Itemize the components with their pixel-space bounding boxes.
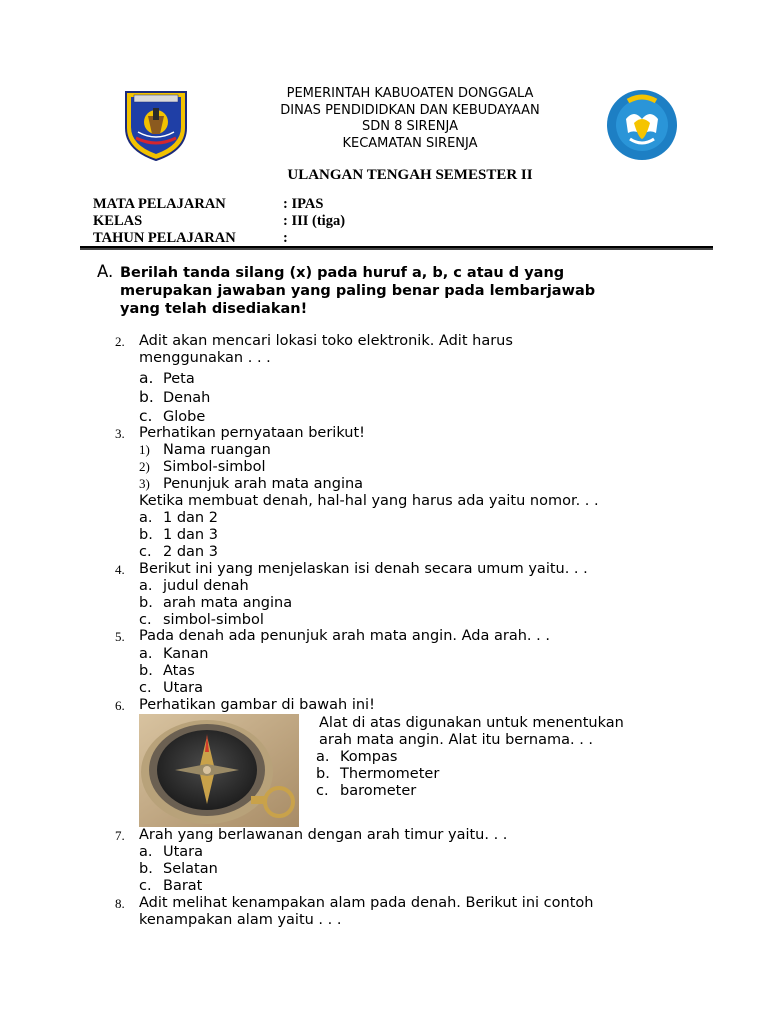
question-text: arah mata angin. Alat itu bernama. . . — [319, 732, 594, 748]
statement-item — [139, 476, 363, 492]
info-subject — [93, 196, 323, 213]
statement-item — [139, 442, 271, 458]
answer-option — [139, 407, 205, 425]
option-text: arah mata angina — [163, 595, 293, 611]
question-text: Perhatikan gambar di bawah ini! — [139, 697, 375, 713]
option-text: Globe — [163, 409, 206, 425]
item-text: Penunjuk arah mata angina — [163, 476, 364, 492]
answer-option — [316, 766, 439, 782]
statement-item — [139, 459, 266, 475]
option-letter: a. — [139, 844, 153, 860]
section-letter: A. — [97, 262, 114, 281]
answer-option — [139, 663, 195, 679]
option-text: Utara — [163, 844, 204, 860]
info-value: : IPAS — [283, 196, 324, 212]
regency-crest-icon — [122, 88, 190, 162]
answer-option — [139, 878, 202, 894]
answer-option — [139, 612, 264, 628]
option-letter: a. — [316, 749, 330, 765]
government-header — [230, 86, 590, 152]
instruction-line: yang telah disediakan! — [120, 301, 308, 317]
info-label: TAHUN PELAJARAN — [93, 230, 236, 246]
item-number: 3) — [139, 476, 150, 491]
question-text: Adit akan mencari lokasi toko elektronik. Adit harus — [139, 333, 513, 349]
option-text: 1 dan 3 — [163, 527, 218, 543]
item-text: Simbol-simbol — [163, 459, 266, 475]
question-text: Ketika membuat denah, hal-hal yang harus ada yaitu nomor. . . — [139, 493, 599, 509]
instruction-line: Berilah tanda silang (x) pada huruf a, b, c atau d yang — [120, 265, 565, 281]
item-number: 2) — [139, 459, 150, 474]
tut-wuri-handayani-icon — [604, 89, 680, 161]
school-name: SDN 8 SIRENJA — [361, 119, 459, 134]
header-divider — [80, 246, 713, 248]
question-number: 8. — [115, 896, 125, 911]
answer-option — [139, 680, 203, 696]
item-number: 1) — [139, 442, 150, 457]
option-letter: a. — [139, 369, 154, 387]
question-text: Arah yang berlawanan dengan arah timur yaitu. . . — [139, 827, 508, 843]
question-number: 4. — [115, 562, 125, 577]
option-letter: b. — [139, 663, 153, 679]
district-name: KECAMATAN SIRENJA — [342, 135, 478, 151]
answer-option — [139, 861, 218, 877]
answer-option — [139, 844, 203, 860]
option-letter: c. — [139, 544, 152, 560]
info-label: KELAS — [93, 213, 143, 229]
option-letter: b. — [316, 766, 330, 782]
option-text: 1 dan 2 — [163, 510, 218, 526]
question-number: 2. — [115, 334, 125, 349]
answer-option — [139, 369, 195, 387]
option-letter: c. — [139, 612, 152, 628]
question-number: 5. — [115, 629, 125, 644]
answer-option — [139, 510, 218, 526]
option-letter: a. — [139, 646, 153, 662]
answer-option — [316, 749, 397, 765]
info-class — [93, 213, 345, 230]
option-letter: c. — [139, 878, 152, 894]
option-text: Barat — [163, 878, 203, 894]
option-text: simbol-simbol — [163, 612, 264, 628]
option-letter: c. — [316, 783, 329, 799]
answer-option — [139, 646, 208, 662]
answer-option — [139, 527, 218, 543]
option-letter: b. — [139, 527, 153, 543]
option-letter: a. — [139, 578, 153, 594]
gov-line: DINAS PENDIDIDKAN DAN KEBUDAYAAN — [280, 102, 540, 118]
question-text: Adit melihat kenampakan alam pada denah. Berikut ini contoh — [139, 895, 594, 911]
section-instruction — [120, 264, 650, 318]
info-label: MATA PELAJARAN — [93, 196, 226, 212]
info-year — [93, 230, 288, 247]
exam-title: ULANGAN TENGAH SEMESTER II — [287, 167, 533, 183]
option-text: Thermometer — [340, 766, 440, 782]
info-value: : III (tiga) — [283, 213, 346, 229]
answer-option — [316, 783, 416, 799]
question-number: 3. — [115, 426, 125, 441]
option-text: 2 dan 3 — [163, 544, 218, 560]
question-text: Berikut ini yang menjelaskan isi denah secara umum yaitu. . . — [139, 561, 588, 577]
option-text: Kompas — [340, 749, 398, 765]
question-text: Alat di atas digunakan untuk menentukan — [319, 715, 624, 731]
answer-option — [139, 388, 210, 406]
option-text: Peta — [163, 371, 195, 387]
gov-line: PEMERINTAH KABUOATEN DONGGALA — [286, 86, 534, 101]
option-text: barometer — [340, 783, 417, 799]
option-letter: b. — [139, 595, 153, 611]
item-text: Nama ruangan — [163, 442, 271, 458]
question-text: kenampakan alam yaitu . . . — [139, 912, 342, 928]
info-value: : — [283, 230, 288, 246]
instruction-line: merupakan jawaban yang paling benar pada lembarjawab — [120, 283, 596, 299]
question-text: Pada denah ada penunjuk arah mata angin. Ada arah. . . — [139, 628, 550, 644]
answer-option — [139, 544, 218, 560]
compass-photo — [139, 714, 299, 827]
option-text: Denah — [163, 390, 211, 406]
answer-option — [139, 578, 249, 594]
option-text: judul denah — [163, 578, 249, 594]
answer-option — [139, 595, 292, 611]
option-letter: a. — [139, 510, 153, 526]
question-text: menggunakan . . . — [139, 350, 271, 366]
option-letter: c. — [139, 407, 153, 425]
question-text: Perhatikan pernyataan berikut! — [139, 425, 365, 441]
question-number: 7. — [115, 828, 125, 843]
option-text: Kanan — [163, 646, 209, 662]
question-number: 6. — [115, 698, 125, 713]
option-text: Atas — [163, 663, 195, 679]
option-letter: b. — [139, 861, 153, 877]
option-text: Selatan — [163, 861, 218, 877]
option-text: Utara — [163, 680, 204, 696]
option-letter: b. — [139, 388, 154, 406]
option-letter: c. — [139, 680, 152, 696]
